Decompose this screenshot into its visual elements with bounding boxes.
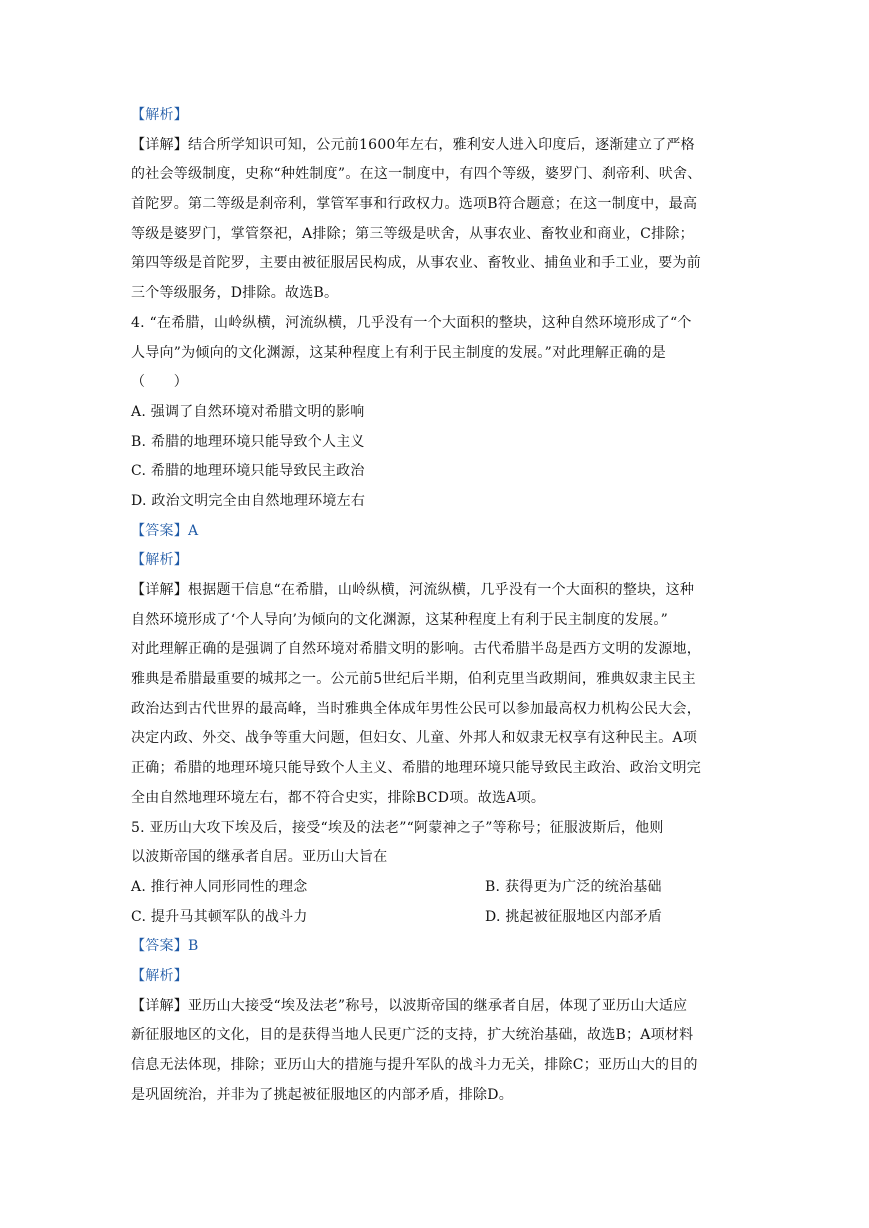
detail-text: 结合所学知识可知，公元前1600年左右，雅利安人进入印度后，逐渐建立了严格 [188,136,695,153]
detail-line: 等级是婆罗门，掌管祭祀，A排除；第三等级是吠舍，从事农业、畜牧业和商业，C排除； [131,225,694,242]
option-b-q5: B. 获得更为广泛的统治基础 [485,878,662,895]
analysis-label-text: 【解析】 [131,552,188,569]
options-row-q5 [131,903,741,933]
detail-text: 根据题干信息“在希腊，山岭纵横，河流纵横，几乎没有一个大面积的整块，这种 [188,582,695,598]
detail-line: 是巩固统治，并非为了挑起被征服地区的内部矛盾，排除D。 [131,1086,513,1103]
detail-text: 亚历山大接受“埃及法老”称号，以波斯帝国的继承者自居，体现了亚历山大适应 [188,997,688,1014]
detail-line [131,576,741,606]
option-b-q4: B. 希腊的地理环境只能导致个人主义 [131,433,365,450]
detail-line: 对此理解正确的是强调了自然环境对希腊文明的影响。古代希腊半岛是西方文明的发源地， [131,641,701,658]
detail-label: 【详解】 [131,997,188,1014]
detail-line: 雅典是希腊最重要的城邦之一。公元前5世纪后半期，伯利克里当政期间，雅典奴隶主民主 [131,671,696,688]
analysis-label-q4 [131,546,741,576]
detail-line: 自然环境形成了‘个人导向’为倾向的文化渊源，这某种程度上有利于民主制度的发展。” [131,611,669,628]
detail-line: 新征服地区的文化，目的是获得当地人民更广泛的支持，扩大统治基础，故选B；A项材料 [131,1027,694,1044]
answer-line-q4 [131,517,741,547]
detail-line: 正确；希腊的地理环境只能导致个人主义、希腊的地理环境只能导致民主政治、政治文明完 [131,760,701,777]
question-blank-q4: （ ） [131,374,188,391]
option-d-q5: D. 挑起被征服地区内部矛盾 [485,908,663,925]
detail-line: 决定内政、外交、战争等重大问题，但妇女、儿童、外邦人和奴隶无权享有这种民主。A项 [131,730,698,747]
options-row-q5 [131,873,741,903]
detail-line: 的社会等级制度，史称“种姓制度”。在这一制度中，有四个等级，婆罗门、刹帝利、吠舍、 [131,166,702,183]
option-a-q4: A. 强调了自然环境对希腊文明的影响 [131,403,365,420]
option-a-q5: A. 推行神人同形同性的理念 [131,878,308,895]
detail-line: 全由自然地理环境左右，都不符合史实，排除BCD项。故选A项。 [131,789,546,806]
detail-line: 政治达到古代世界的最高峰，当时雅典全体成年男性公民可以参加最高权力机构公民大会， [131,700,701,717]
question-stem-q5: 以波斯帝国的继承者自居。亚历山大旨在 [131,849,388,866]
answer-label: 【答案】 [131,938,188,955]
analysis-label-q5 [131,962,741,992]
detail-line: 第四等级是首陀罗，主要由被征服居民构成，从事农业、畜牧业、捕鱼业和手工业，要为前 [131,255,701,272]
analysis-label-q3 [131,101,741,131]
page-content [131,101,741,1110]
question-stem-q4: 4. “在希腊，山岭纵横，河流纵横，几乎没有一个大面积的整块，这种自然环境形成了“个 [131,314,692,331]
answer-line-q5 [131,932,741,962]
option-c-q5: C. 提升马其顿军队的战斗力 [131,908,308,925]
detail-line: 信息无法体现，排除；亚历山大的措施与提升军队的战斗力无关，排除C；亚历山大的目的 [131,1057,698,1073]
detail-line [131,131,741,161]
detail-line: 首陀罗。第二等级是刹帝利，掌管军事和行政权力。选项B符合题意；在这一制度中，最高 [131,196,698,213]
detail-label: 【详解】 [131,582,188,598]
option-c-q4: C. 希腊的地理环境只能导致民主政治 [131,463,365,480]
analysis-label-text: 【解析】 [131,107,188,123]
detail-line: 三个等级服务，D排除。故选B。 [131,285,339,302]
question-stem-q5: 5. 亚历山大攻下埃及后，接受“埃及的法老”“阿蒙神之子”等称号；征服波斯后，他则 [131,819,664,836]
option-d-q4: D. 政治文明完全由自然地理环境左右 [131,492,366,509]
detail-label: 【详解】 [131,136,188,153]
detail-line [131,992,741,1022]
question-stem-q4: 人导向”为倾向的文化渊源，这某种程度上有利于民主制度的发展。”对此理解正确的是 [131,344,667,361]
answer-value: B [188,938,199,955]
analysis-label-text: 【解析】 [131,967,188,984]
answer-label: 【答案】 [131,522,188,539]
answer-value: A [188,522,199,539]
